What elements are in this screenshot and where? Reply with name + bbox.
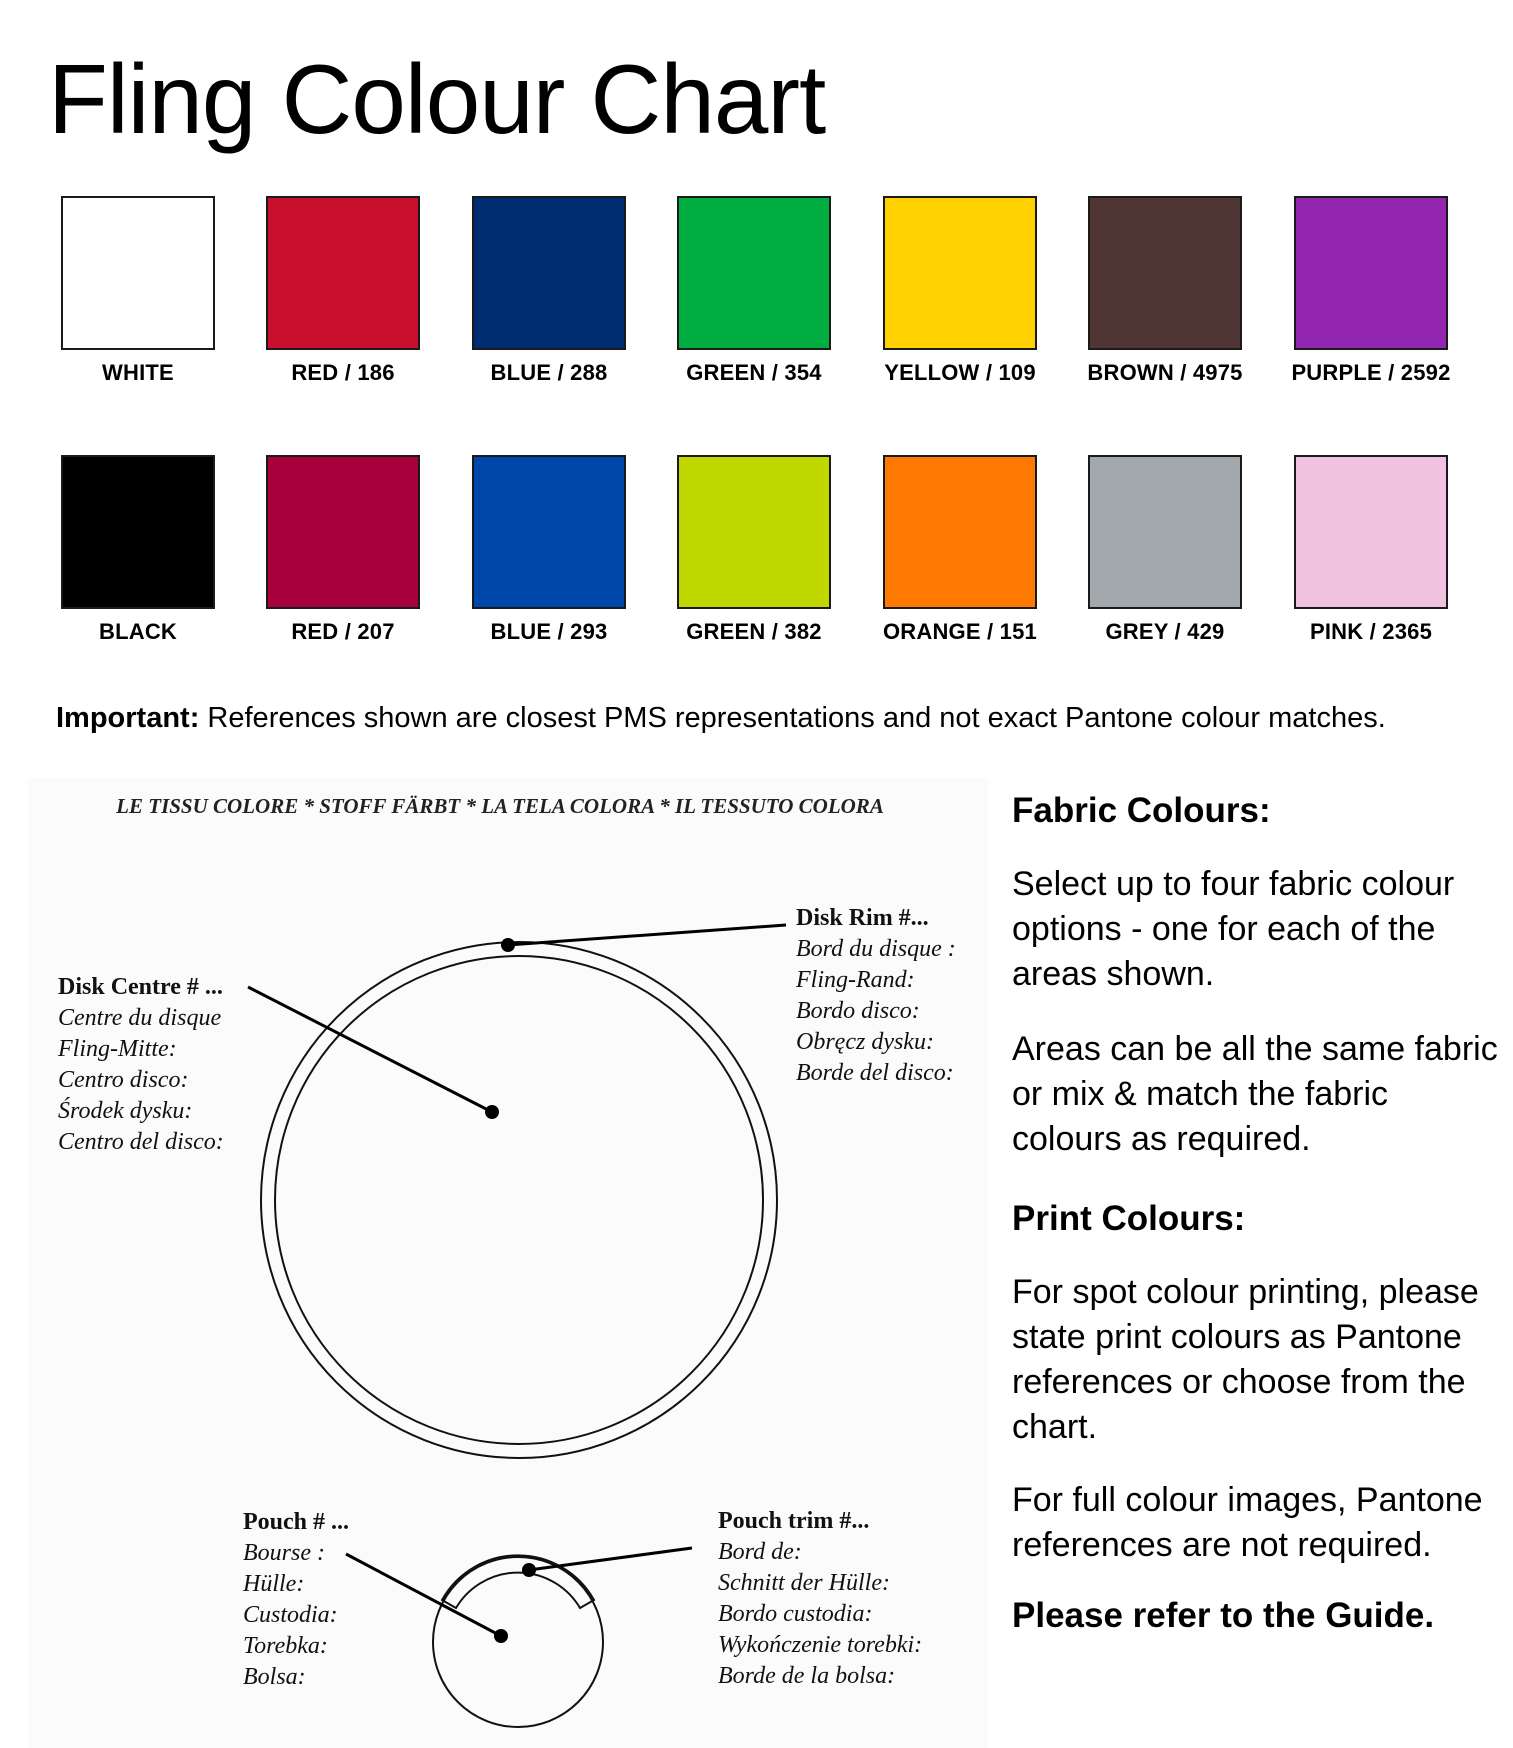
diagram-label-line: Wykończenie torebki:: [718, 1632, 923, 1658]
swatch-item: [240, 196, 446, 386]
colour-swatch: [677, 455, 831, 609]
print-text-1: For spot colour printing, please state print colours as Pantone references or choose from the chart.: [1012, 1273, 1479, 1446]
colour-swatch: [472, 455, 626, 609]
pouch-trim-label: [718, 1508, 922, 1689]
disk-centre-outline: [275, 956, 763, 1444]
diagram-label-line: Bordo disco:: [796, 998, 920, 1024]
diagram-header: LE TISSU COLORE * STOFF FÄRBT * LA TELA COLORA * IL TESSUTO COLORA: [116, 794, 884, 818]
swatch-item: [1268, 455, 1474, 645]
colour-swatch: [1088, 196, 1242, 350]
pouch-dot: [494, 1629, 508, 1643]
colour-swatch: [61, 455, 215, 609]
diagram-label-line: Bordo custodia:: [718, 1601, 873, 1627]
swatch-item: [857, 196, 1063, 386]
swatch-item: [446, 455, 652, 645]
swatch-label: GREEN / 354: [686, 360, 822, 385]
fabric-text-1: Select up to four fabric colour options - one for each of the areas shown.: [1012, 865, 1455, 993]
disk-rim-outline: [261, 942, 777, 1458]
swatch-label: BLACK: [99, 619, 177, 644]
swatch-item: [857, 455, 1063, 645]
swatch-label: RED / 207: [291, 619, 395, 644]
colour-swatch: [472, 196, 626, 350]
diagram-label-line: Obręcz dysku:: [796, 1029, 934, 1055]
swatch-label: BLUE / 288: [490, 360, 608, 385]
swatch-item: [240, 455, 446, 645]
diagram-label-line: Schnitt der Hülle:: [718, 1570, 890, 1596]
fling-diagram-panel: [28, 778, 988, 1748]
diagram-label-line: Centro del disco:: [58, 1129, 224, 1155]
diagram-label-title: Disk Rim #...: [796, 905, 929, 931]
swatch-item: [446, 196, 652, 386]
print-heading: Print Colours:: [1012, 1199, 1246, 1238]
colour-swatch: [883, 455, 1037, 609]
disk-rim-dot: [501, 938, 515, 952]
diagram-label-line: Fling-Rand:: [796, 967, 915, 993]
diagram-label-line: Bord du disque :: [796, 936, 956, 962]
swatch-item: [1268, 196, 1474, 386]
swatch-item: [35, 455, 241, 645]
colour-swatch: [266, 455, 420, 609]
colour-swatch: [61, 196, 215, 350]
important-note: [56, 702, 1386, 735]
swatch-label: GREY / 429: [1105, 619, 1225, 644]
swatch-label: YELLOW / 109: [884, 360, 1036, 385]
fling-diagram: [28, 778, 988, 1748]
pouch-trim-leader: [529, 1548, 692, 1570]
fabric-heading: Fabric Colours:: [1012, 791, 1271, 830]
swatch-label: PINK / 2365: [1309, 619, 1433, 644]
print-text-2: For full colour images, Pantone references are not required.: [1012, 1481, 1483, 1564]
swatch-item: [1062, 455, 1268, 645]
swatch-label: WHITE: [102, 360, 174, 385]
diagram-label-line: Centro disco:: [58, 1067, 189, 1093]
disk-rim-label: [795, 905, 956, 1086]
important-lead: Important:: [56, 702, 200, 734]
disk-rim-leader: [508, 925, 786, 945]
info-column: [1012, 790, 1502, 1636]
diagram-label-line: Borde del disco:: [796, 1060, 954, 1086]
diagram-label-title: Pouch trim #...: [718, 1508, 870, 1534]
diagram-label-line: Hülle:: [243, 1571, 305, 1597]
fabric-text-2: Areas can be all the same fabric or mix & match the fabric colours as required.: [1012, 1030, 1498, 1158]
swatch-item: [651, 455, 857, 645]
swatch-label: BLUE / 293: [490, 619, 608, 644]
pouch-label: [242, 1509, 349, 1690]
colour-swatch: [1294, 455, 1448, 609]
colour-swatch: [883, 196, 1037, 350]
diagram-label-line: Środek dysku:: [58, 1098, 193, 1124]
diagram-label-line: Custodia:: [243, 1602, 338, 1628]
disk-centre-dot: [485, 1105, 499, 1119]
swatch-label: BROWN / 4975: [1087, 360, 1243, 385]
diagram-label-line: Borde de la bolsa:: [718, 1663, 896, 1689]
swatch-label: PURPLE / 2592: [1291, 360, 1451, 385]
page-title: Fling Colour Chart: [48, 44, 826, 154]
guide-note: Please refer to the Guide.: [1012, 1596, 1435, 1635]
swatch-item: [35, 196, 241, 386]
diagram-label-line: Bourse :: [243, 1540, 325, 1566]
diagram-label-line: Centre du disque: [58, 1005, 222, 1031]
swatch-label: ORANGE / 151: [882, 619, 1037, 644]
pouch-trim-dot: [522, 1563, 536, 1577]
swatch-label: RED / 186: [291, 360, 395, 385]
swatch-grid: [0, 0, 1513, 660]
colour-swatch: [1294, 196, 1448, 350]
disk-centre-label: [57, 974, 224, 1155]
swatch-item: [651, 196, 857, 386]
diagram-label-line: Fling-Mitte:: [58, 1036, 177, 1062]
swatch-item: [1062, 196, 1268, 386]
diagram-label-title: Pouch # ...: [243, 1509, 350, 1535]
diagram-label-line: Torebka:: [243, 1633, 328, 1659]
diagram-label-title: Disk Centre # ...: [58, 974, 223, 1000]
colour-swatch: [266, 196, 420, 350]
swatch-label: GREEN / 382: [686, 619, 822, 644]
colour-swatch: [677, 196, 831, 350]
diagram-label-line: Bolsa:: [243, 1664, 306, 1690]
important-text: References shown are closest PMS representations and not exact Pantone colour matches.: [199, 702, 1386, 734]
colour-swatch: [1088, 455, 1242, 609]
diagram-label-line: Bord de:: [718, 1539, 802, 1565]
pouch-outline: [433, 1557, 603, 1727]
